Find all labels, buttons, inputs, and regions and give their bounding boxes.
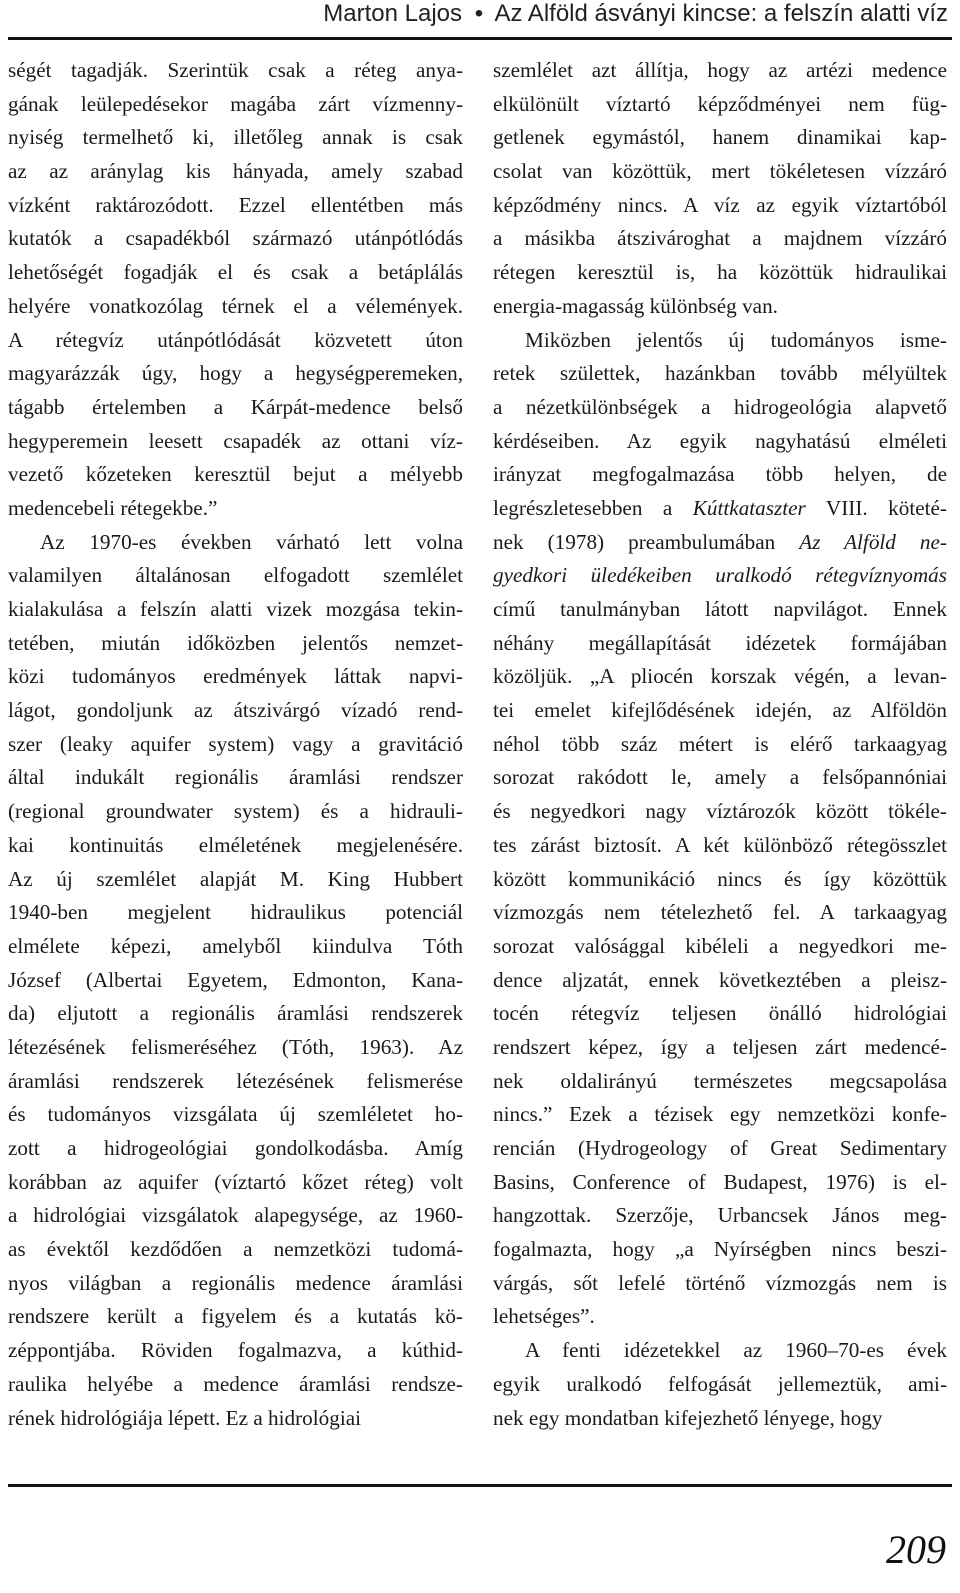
text-line: ségét tagadják. Szerintük csak a réteg anya- (8, 58, 463, 82)
text-line: irányzat megfogalmazása több helyen, de (493, 462, 947, 487)
text-line: csolat van közöttük, mert tökéletesen vízzáró (493, 159, 947, 184)
text-line: Az új szemlélet alapját M. King Hubbert (8, 866, 463, 891)
text-line: tocén rétegvíz teljesen önálló hidrológiai (493, 1001, 947, 1026)
text-line: as évektől kezdődően a nemzetközi tudomá- (8, 1237, 463, 1262)
running-head-bullet: • (474, 0, 484, 27)
text-line: rendszere került a figyelem és a kutatás kö- (8, 1304, 463, 1329)
text-line: nyos világban a regionális medence áramlási (8, 1270, 463, 1295)
text-line: A fenti idézetekkel az 1960–70-es évek (525, 1338, 947, 1363)
text-line: József (Albertai Egyetem, Edmonton, Kana- (8, 967, 463, 992)
text-line: (regional groundwater system) és a hidrauli- (8, 799, 463, 824)
text-line: medencebeli rétegekbe.” (8, 495, 218, 520)
text-line: sorozat valósággal kibéleli a negyedkori me- (493, 933, 947, 958)
text-line: helyére vonatkozólag térnek el a vélemények. (8, 293, 463, 318)
text-line: nek egy mondatban kifejezhető lényege, hogy (493, 1405, 883, 1430)
text-line: című tanulmányban látott napvilágot. Ennek (493, 597, 947, 621)
text-line: néhány megállapítását idézetek formájában (493, 630, 947, 655)
text-line: és tudományos vizsgálata új szemléletet ho- (8, 1102, 463, 1127)
text-line: nyiség termelhető ki, illetőleg annak is csak (8, 125, 463, 150)
header-rule (8, 37, 952, 40)
text-line: dence aljzatát, ennek következtében a pleisz- (493, 967, 947, 992)
text-line: Basins, Conference of Budapest, 1976) is el- (493, 1169, 947, 1194)
text-line: által indukált regionális áramlási rendszer (8, 765, 463, 790)
running-head-title: Az Alföld ásványi kincse: a felszín alatti víz (494, 0, 948, 27)
text-line: vezető kőzeteken keresztül bejut a mélyebb (8, 462, 463, 487)
text-line: kai kontinuitás elméletének megjelenésére. (8, 832, 463, 857)
text-line: 1940-ben megjelent hidraulikus potenciál (8, 900, 463, 925)
text-line: egyik uralkodó felfogását jellemeztük, ami- (493, 1371, 947, 1396)
text-line: elkülönült víztartó képződményei nem füg- (493, 91, 947, 116)
text-line: közöljük. „A pliocén korszak végén, a levan- (493, 664, 947, 689)
text-line: tetében, miután időközben jelentős nemzet- (8, 630, 463, 655)
text-line: a nézetkülönbségek a hidrogeológia alapvető (493, 394, 947, 419)
text-line: a hidrológiai vizsgálatok alapegysége, az 1960- (8, 1203, 463, 1228)
text-line: Az 1970-es években várható lett volna (40, 529, 463, 554)
text-line: elmélete képezi, amelyből kiindulva Tóth (8, 933, 463, 958)
text-line: nek (1978) preambulumában Az Alföld ne- (493, 529, 947, 554)
text-line: zott a hidrogeológiai gondolkodásba. Amíg (8, 1136, 463, 1160)
text-line: da) eljutott a regionális áramlási rendszerek (8, 1001, 463, 1026)
text-line: getlenek egymástól, hanem dinamikai kap- (493, 125, 947, 150)
text-line: rendszert képez, így a teljesen zárt medencé- (493, 1034, 947, 1059)
text-line: kialakulása a felszín alatti vizek mozgása tekin- (8, 597, 463, 621)
text-line: retek születtek, hazánkban tovább mélyültek (493, 361, 947, 386)
text-line: fogalmazta, hogy „a Nyírségben nincs beszi- (493, 1237, 947, 1262)
text-line: kutatók a csapadékból származó utánpótlódás (8, 226, 463, 251)
text-line: tei emelet kifejlődésének idején, az Alföldön (493, 698, 947, 723)
text-line: és negyedkori nagy víztározók között tökéle- (493, 799, 947, 824)
text-line: rétegen keresztül is, ha közöttük hidraulikai (493, 260, 947, 285)
text-line: lehetséges”. (493, 1304, 595, 1329)
text-line: a másikba átszivároghat a majdnem vízzáró (493, 226, 947, 251)
text-line: létezésének felismeréséhez (Tóth, 1963). Az (8, 1034, 463, 1059)
running-head (323, 0, 948, 28)
text-line: között kommunikáció nincs és így közöttük (493, 866, 947, 891)
text-line: gának leülepedésekor magába zárt vízmenny- (8, 91, 463, 116)
text-line: legrészletesebben a Kúttkataszter VIII. köteté- (493, 495, 947, 520)
text-line: zéppontjába. Röviden fogalmazva, a kúthid- (8, 1338, 463, 1363)
text-line: lágot, gondoljunk az átszivárgó vízadó rend- (8, 698, 463, 723)
text-line: Miközben jelentős új tudományos isme- (525, 327, 947, 352)
page-number: 209 (886, 1527, 946, 1572)
text-line: hangzottak. Szerzője, Urbancsek János meg- (493, 1203, 947, 1228)
text-line: kérdéseiben. Az egyik nagyhatású elméleti (493, 428, 947, 453)
text-line: tes zárást biztosít. A két különböző rétegösszlet (493, 832, 947, 857)
text-line: tágabb értelemben a Kárpát-medence belső (8, 394, 463, 419)
text-line: áramlási rendszerek létezésének felismerése (8, 1068, 463, 1093)
text-line: közi tudományos eredmények láttak napvi- (8, 664, 463, 689)
text-line: nincs.” Ezek a tézisek egy nemzetközi konfe- (493, 1102, 947, 1127)
text-line: szemlélet azt állítja, hogy az artézi medence (493, 58, 947, 82)
text-line: néhol több száz métert is elérő tarkaagyag (493, 731, 947, 756)
text-line: vízmozgás nem tételezhető fel. A tarkaagyag (493, 900, 947, 925)
text-line: képződmény nincs. A víz az egyik víztartóból (493, 192, 947, 217)
text-line: raulika helyébe a medence áramlási rendsze- (8, 1371, 463, 1396)
text-line: vízként raktározódott. Ezzel ellentétben más (8, 192, 463, 217)
text-line: nek oldalirányú természetes megcsapolása (493, 1068, 947, 1093)
left-text-column (8, 54, 463, 1435)
text-line: várgás, sőt lefelé történő vízmozgás nem is (493, 1270, 947, 1295)
text-line: hegyperemein leesett csapadék az ottani víz- (8, 428, 463, 453)
text-line: sorozat rakódott le, amely a felsőpannóniai (493, 765, 947, 790)
text-line: lehetőségét fogadják el és csak a betáplálás (8, 260, 463, 285)
text-line: rencián (Hydrogeology of Great Sedimentary (493, 1136, 947, 1160)
right-text-column (493, 54, 947, 1435)
text-line: rének hidrológiája lépett. Ez a hidrológiai (8, 1405, 361, 1430)
text-line: energia-magasság különbség van. (493, 293, 778, 318)
running-head-author: Marton Lajos (323, 0, 463, 27)
text-line: korábban az aquifer (víztartó kőzet réteg) volt (8, 1169, 463, 1194)
text-line: A rétegvíz utánpótlódását közvetett úton (8, 327, 463, 352)
text-line: szer (leaky aquifer system) vagy a gravitáció (8, 731, 463, 756)
text-line: magyarázzák úgy, hogy a hegységperemeken, (8, 361, 463, 386)
text-line: az az aránylag kis hányada, amely szabad (8, 159, 463, 184)
footer-rule (8, 1484, 952, 1487)
text-line: gyedkori üledékeiben uralkodó rétegvíznyomás (493, 563, 947, 588)
text-line: valamilyen általánosan elfogadott szemlélet (8, 563, 463, 588)
